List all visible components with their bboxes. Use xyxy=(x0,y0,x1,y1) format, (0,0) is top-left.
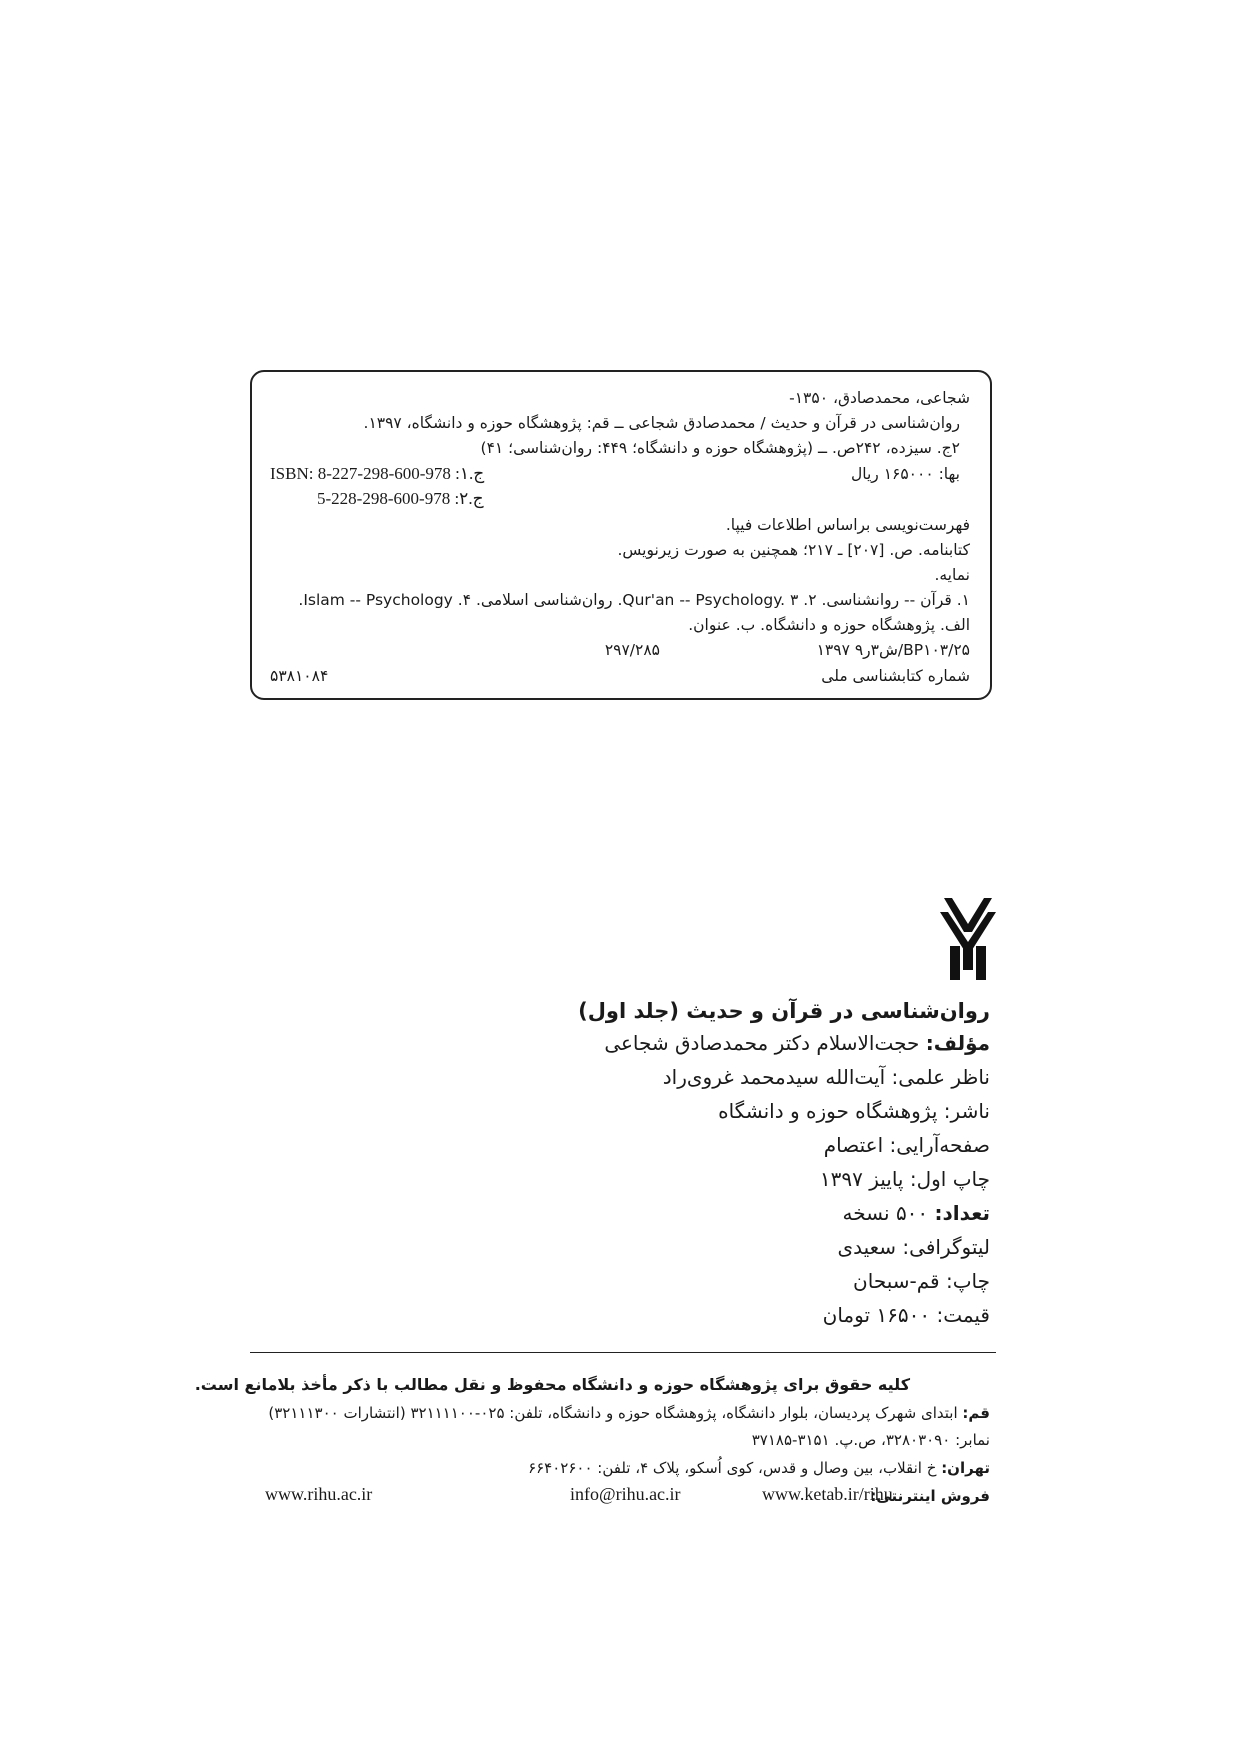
cip-price: بها: ۱۶۵۰۰۰ ریال xyxy=(850,465,960,483)
price-label: قیمت: xyxy=(936,1303,990,1327)
layout-value: اعتصام xyxy=(823,1133,884,1157)
publisher-label: ناشر: xyxy=(943,1099,990,1123)
edition-value: پاییز ۱۳۹۷ xyxy=(819,1167,904,1191)
tehran-address xyxy=(528,1458,990,1478)
supervisor-label: ناظر علمی: xyxy=(891,1065,990,1089)
publisher-logo xyxy=(940,898,996,980)
online-sales-label: فروش اینترنتی: xyxy=(870,1487,990,1505)
tehran-address-text: خ انقلاب، بین وصال و قدس، کوی اُسکو، پلاک ۴، تلفن: ۶۶۴۰۲۶۰۰ xyxy=(528,1459,937,1477)
copies-label: تعداد: xyxy=(934,1201,990,1225)
cip-author: شجاعی، محمدصادق، ۱۳۵۰- xyxy=(789,389,970,407)
online-sales-link[interactable]: www.ketab.ir/rihu xyxy=(762,1484,893,1504)
fax-line: نمابر: ۳۲۸۰۳۰۹۰، ص.پ. ۳۱۵۱-۳۷۱۸۵ xyxy=(751,1431,990,1449)
cip-note-fipa: فهرست‌نویسی براساس اطلاعات فیپا. xyxy=(725,516,970,534)
cip-isbn-1: ISBN: ج.۱: 978-600-298-227-8 xyxy=(270,464,485,483)
cip-isbn-2: ج.۲: 978-600-298-228-5 xyxy=(317,489,484,508)
cip-added-entries: الف. پژوهشگاه حوزه و دانشگاه. ب. عنوان. xyxy=(688,616,970,634)
author-value: حجت‌الاسلام دکتر محمدصادق شجاعی xyxy=(604,1031,920,1055)
author-label: مؤلف: xyxy=(925,1031,990,1055)
book-title: روان‌شناسی در قرآن و حدیث (جلد اول) xyxy=(578,999,990,1023)
cip-title: روان‌شناسی در قرآن و حدیث / محمدصادق شجاعی ــ قم: پژوهشگاه حوزه و دانشگاه، ۱۳۹۷. xyxy=(363,414,960,432)
website-link[interactable]: www.rihu.ac.ir xyxy=(265,1484,373,1504)
publisher-value: پژوهشگاه حوزه و دانشگاه xyxy=(718,1099,938,1123)
cip-note-index: نمایه. xyxy=(934,566,970,584)
edition-label: چاپ اول: xyxy=(909,1167,990,1191)
copies-value: ۵۰۰ نسخه xyxy=(842,1201,929,1225)
supervisor-value: آیت‌الله سیدمحمد غروی‌راد xyxy=(662,1065,886,1089)
divider xyxy=(250,1352,996,1353)
cip-national-number: ۵۳۸۱۰۸۴ xyxy=(270,667,329,685)
lithography-label: لیتوگرافی: xyxy=(902,1235,990,1259)
price-value: ۱۶۵۰۰ تومان xyxy=(822,1303,931,1327)
cip-subjects: ۱. قرآن -- روانشناسی. ۲. Qur'an -- Psychology. ۳. روان‌شناسی اسلامی. ۴. Islam -- Psychology. xyxy=(298,591,970,609)
tehran-label: تهران: xyxy=(941,1459,990,1477)
cip-note-bibliography: کتابنامه. ص. [۲۰۷] ـ ۲۱۷؛ همچنین به صورت زیرنویس. xyxy=(617,541,970,559)
cip-national-label: شماره کتابشناسی ملی xyxy=(821,667,970,685)
print-value: قم-سبحان xyxy=(853,1269,940,1293)
print-label: چاپ: xyxy=(945,1269,990,1293)
rights-notice: کلیه حقوق برای پژوهشگاه حوزه و دانشگاه محفوظ و نقل مطالب با ذکر مأخذ بلامانع است. xyxy=(194,1375,910,1394)
qom-address xyxy=(268,1403,990,1423)
cip-box xyxy=(250,370,992,700)
qom-address-text: ابتدای شهرک پردیسان، بلوار دانشگاه، پژوهشگاه حوزه و دانشگاه، تلفن: ۰۲۵-۳۲۱۱۱۱۰۰ (انتشارات ۳۲۱۱۱۳۰۰) xyxy=(268,1404,958,1422)
email-link[interactable]: info@rihu.ac.ir xyxy=(570,1484,681,1504)
lithography-value: سعیدی xyxy=(837,1235,897,1259)
layout-label: صفحه‌آرایی: xyxy=(889,1133,990,1157)
qom-label: قم: xyxy=(962,1404,990,1422)
cip-dewey: ۲۹۷/۲۸۵ xyxy=(604,641,660,659)
cip-lc-class: BP۱۰۳/۲۵/ش۳ر۹ ۱۳۹۷ xyxy=(816,641,970,659)
cip-physical: ۲ج. سیزده، ۲۴۲ص. ــ (پژوهشگاه حوزه و دانشگاه؛ ۴۴۹: روان‌شناسی؛ ۴۱) xyxy=(480,439,960,457)
